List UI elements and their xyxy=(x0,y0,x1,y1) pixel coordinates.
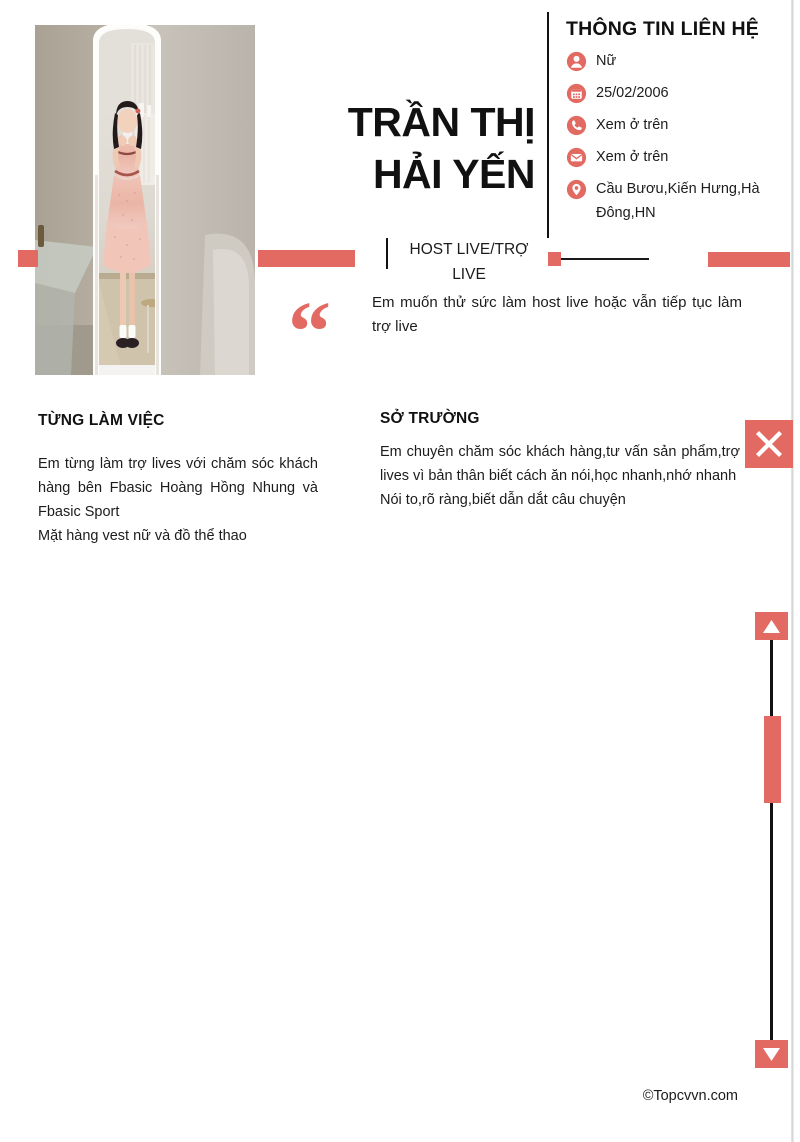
experience-body xyxy=(38,452,318,548)
career-objective: Em muốn thử sức làm host live hoặc vẫn tiếp tục làm trợ live xyxy=(372,294,742,336)
person-icon xyxy=(566,51,587,72)
accent-line-mid xyxy=(561,258,649,260)
triangle-up-icon xyxy=(762,619,781,634)
photo-illustration xyxy=(35,25,255,375)
page-right-border xyxy=(791,0,794,1142)
contact-item-gender xyxy=(566,50,786,74)
experience-title: TỪNG LÀM VIỆC xyxy=(38,412,165,429)
accent-bar-left xyxy=(18,250,38,267)
phone-icon xyxy=(566,115,587,136)
location-icon xyxy=(566,179,587,200)
experience-last-line: Mặt hàng vest nữ và đồ thể thao xyxy=(38,528,247,545)
scroll-up-button[interactable] xyxy=(755,612,788,640)
contact-title: THÔNG TIN LIÊN HỆ xyxy=(566,18,759,40)
strengths-title: SỞ TRƯỜNG xyxy=(380,410,480,427)
accent-bar-right xyxy=(708,252,790,267)
candidate-photo xyxy=(35,25,255,375)
candidate-name xyxy=(270,96,535,201)
candidate-role: HOST LIVE/TRỢ LIVE xyxy=(409,241,529,284)
role-divider xyxy=(386,238,388,269)
contact-item-email xyxy=(566,146,786,170)
footer-copyright: ©Topcvvn.com xyxy=(642,1088,738,1104)
name-line-2: HẢI YẾN xyxy=(372,151,535,198)
quote-mark-icon: “ xyxy=(288,283,331,379)
scrollbar-track[interactable] xyxy=(770,630,773,1045)
contact-item-address xyxy=(566,178,786,226)
contact-value-birthdate: 25/02/2006 xyxy=(596,84,669,101)
scroll-down-button[interactable] xyxy=(755,1040,788,1068)
contact-value-email: Xem ở trên xyxy=(596,148,669,165)
close-icon xyxy=(745,420,793,468)
strengths-paragraph: Em chuyên chăm sóc khách hàng,tư vấn sản phẩm,trợ lives vì bản thân biết cách ăn nói,học nhanh,nhớ nhanh xyxy=(380,444,740,485)
strengths-body xyxy=(380,440,740,512)
triangle-down-icon xyxy=(762,1047,781,1062)
scrollbar-thumb[interactable] xyxy=(764,716,781,803)
contact-section xyxy=(566,18,786,234)
calendar-icon xyxy=(566,83,587,104)
experience-section xyxy=(38,412,318,548)
strengths-section xyxy=(380,410,740,512)
contact-divider xyxy=(547,12,549,238)
contact-value-address: Cầu Bươu,Kiến Hưng,Hà Đông,HN xyxy=(596,180,760,221)
contact-value-phone: Xem ở trên xyxy=(596,116,669,133)
contact-item-phone xyxy=(566,114,786,138)
strengths-last-line: Nói to,rõ ràng,biết dẫn dắt câu chuyện xyxy=(380,492,626,509)
close-button[interactable] xyxy=(745,420,793,468)
accent-bar-mid xyxy=(548,252,561,266)
experience-paragraph: Em từng làm trợ lives với chăm sóc khách hàng bên Fbasic Hoàng Hồng Nhung và Fbasic Sport xyxy=(38,456,318,521)
contact-item-birthdate xyxy=(566,82,786,106)
name-line-1: TRẦN THỊ xyxy=(347,99,535,145)
email-icon xyxy=(566,147,587,168)
accent-bar-under-photo xyxy=(258,250,355,267)
contact-value-gender: Nữ xyxy=(596,53,617,69)
